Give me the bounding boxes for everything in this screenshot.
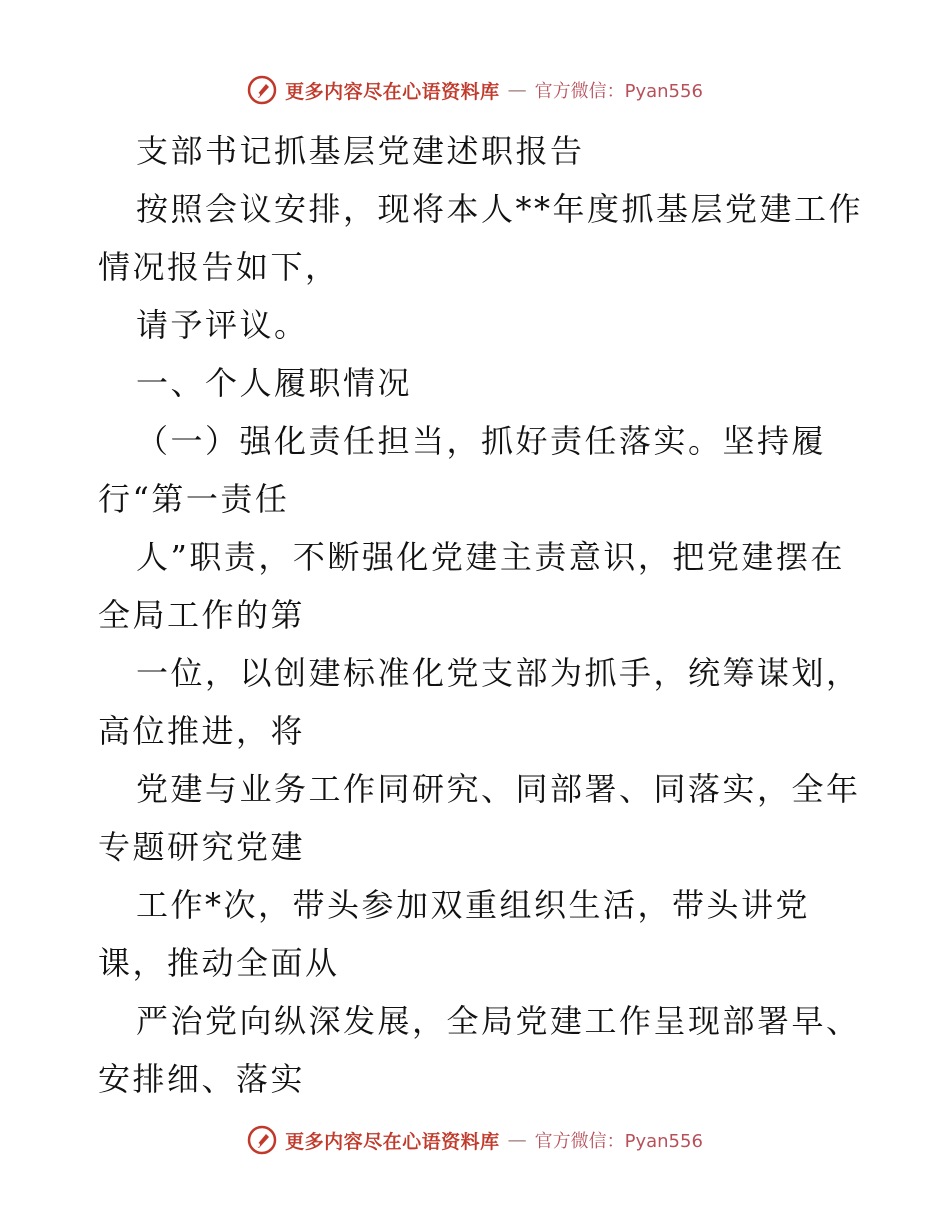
document-title: 支部书记抓基层党建述职报告 [136, 132, 585, 170]
document-line: 行“第一责任 [98, 480, 290, 518]
document-line: 全局工作的第 [98, 596, 306, 634]
watermark-header [0, 70, 950, 110]
document-line: 严治党向纵深发展，全局党建工作呈现部署早、 [136, 1002, 861, 1040]
watermark-wechat: 官方微信：Pyan556 [534, 1131, 703, 1152]
watermark-separator: — [507, 79, 527, 101]
watermark-wechat: 官方微信：Pyan556 [534, 81, 703, 102]
pen-nib-logo-icon [247, 1125, 277, 1155]
document-line: 请予评议。 [136, 306, 309, 344]
document-line: 党建与业务工作同研究、同部署、同落实，全年 [136, 770, 861, 808]
document-line: 一位，以创建标准化党支部为抓手，统筹谋划， [136, 654, 861, 692]
document-line: 安排细、落实 [98, 1060, 306, 1098]
document-line: 情况报告如下， [98, 248, 340, 286]
document-line: （一）强化责任担当，抓好责任落实。坚持履 [136, 422, 827, 460]
section-heading: 一、个人履职情况 [136, 364, 413, 402]
watermark-site: 更多内容尽在心语资料库 [285, 1130, 500, 1153]
watermark-separator: — [507, 1129, 527, 1151]
document-line: 按照会议安排，现将本人**年度抓基层党建工作 [136, 190, 864, 228]
document-body [98, 122, 868, 1108]
document-line: 人”职责，不断强化党建主责意识，把党建摆在 [136, 538, 845, 576]
document-line: 工作*次，带头参加双重组织生活，带头讲党 [136, 886, 811, 924]
document-line: 专题研究党建 [98, 828, 306, 866]
watermark-footer [0, 1120, 950, 1160]
document-line: 高位推进，将 [98, 712, 306, 750]
pen-nib-logo-icon [247, 75, 277, 105]
watermark-site: 更多内容尽在心语资料库 [285, 80, 500, 103]
document-line: 课，推动全面从 [98, 944, 340, 982]
